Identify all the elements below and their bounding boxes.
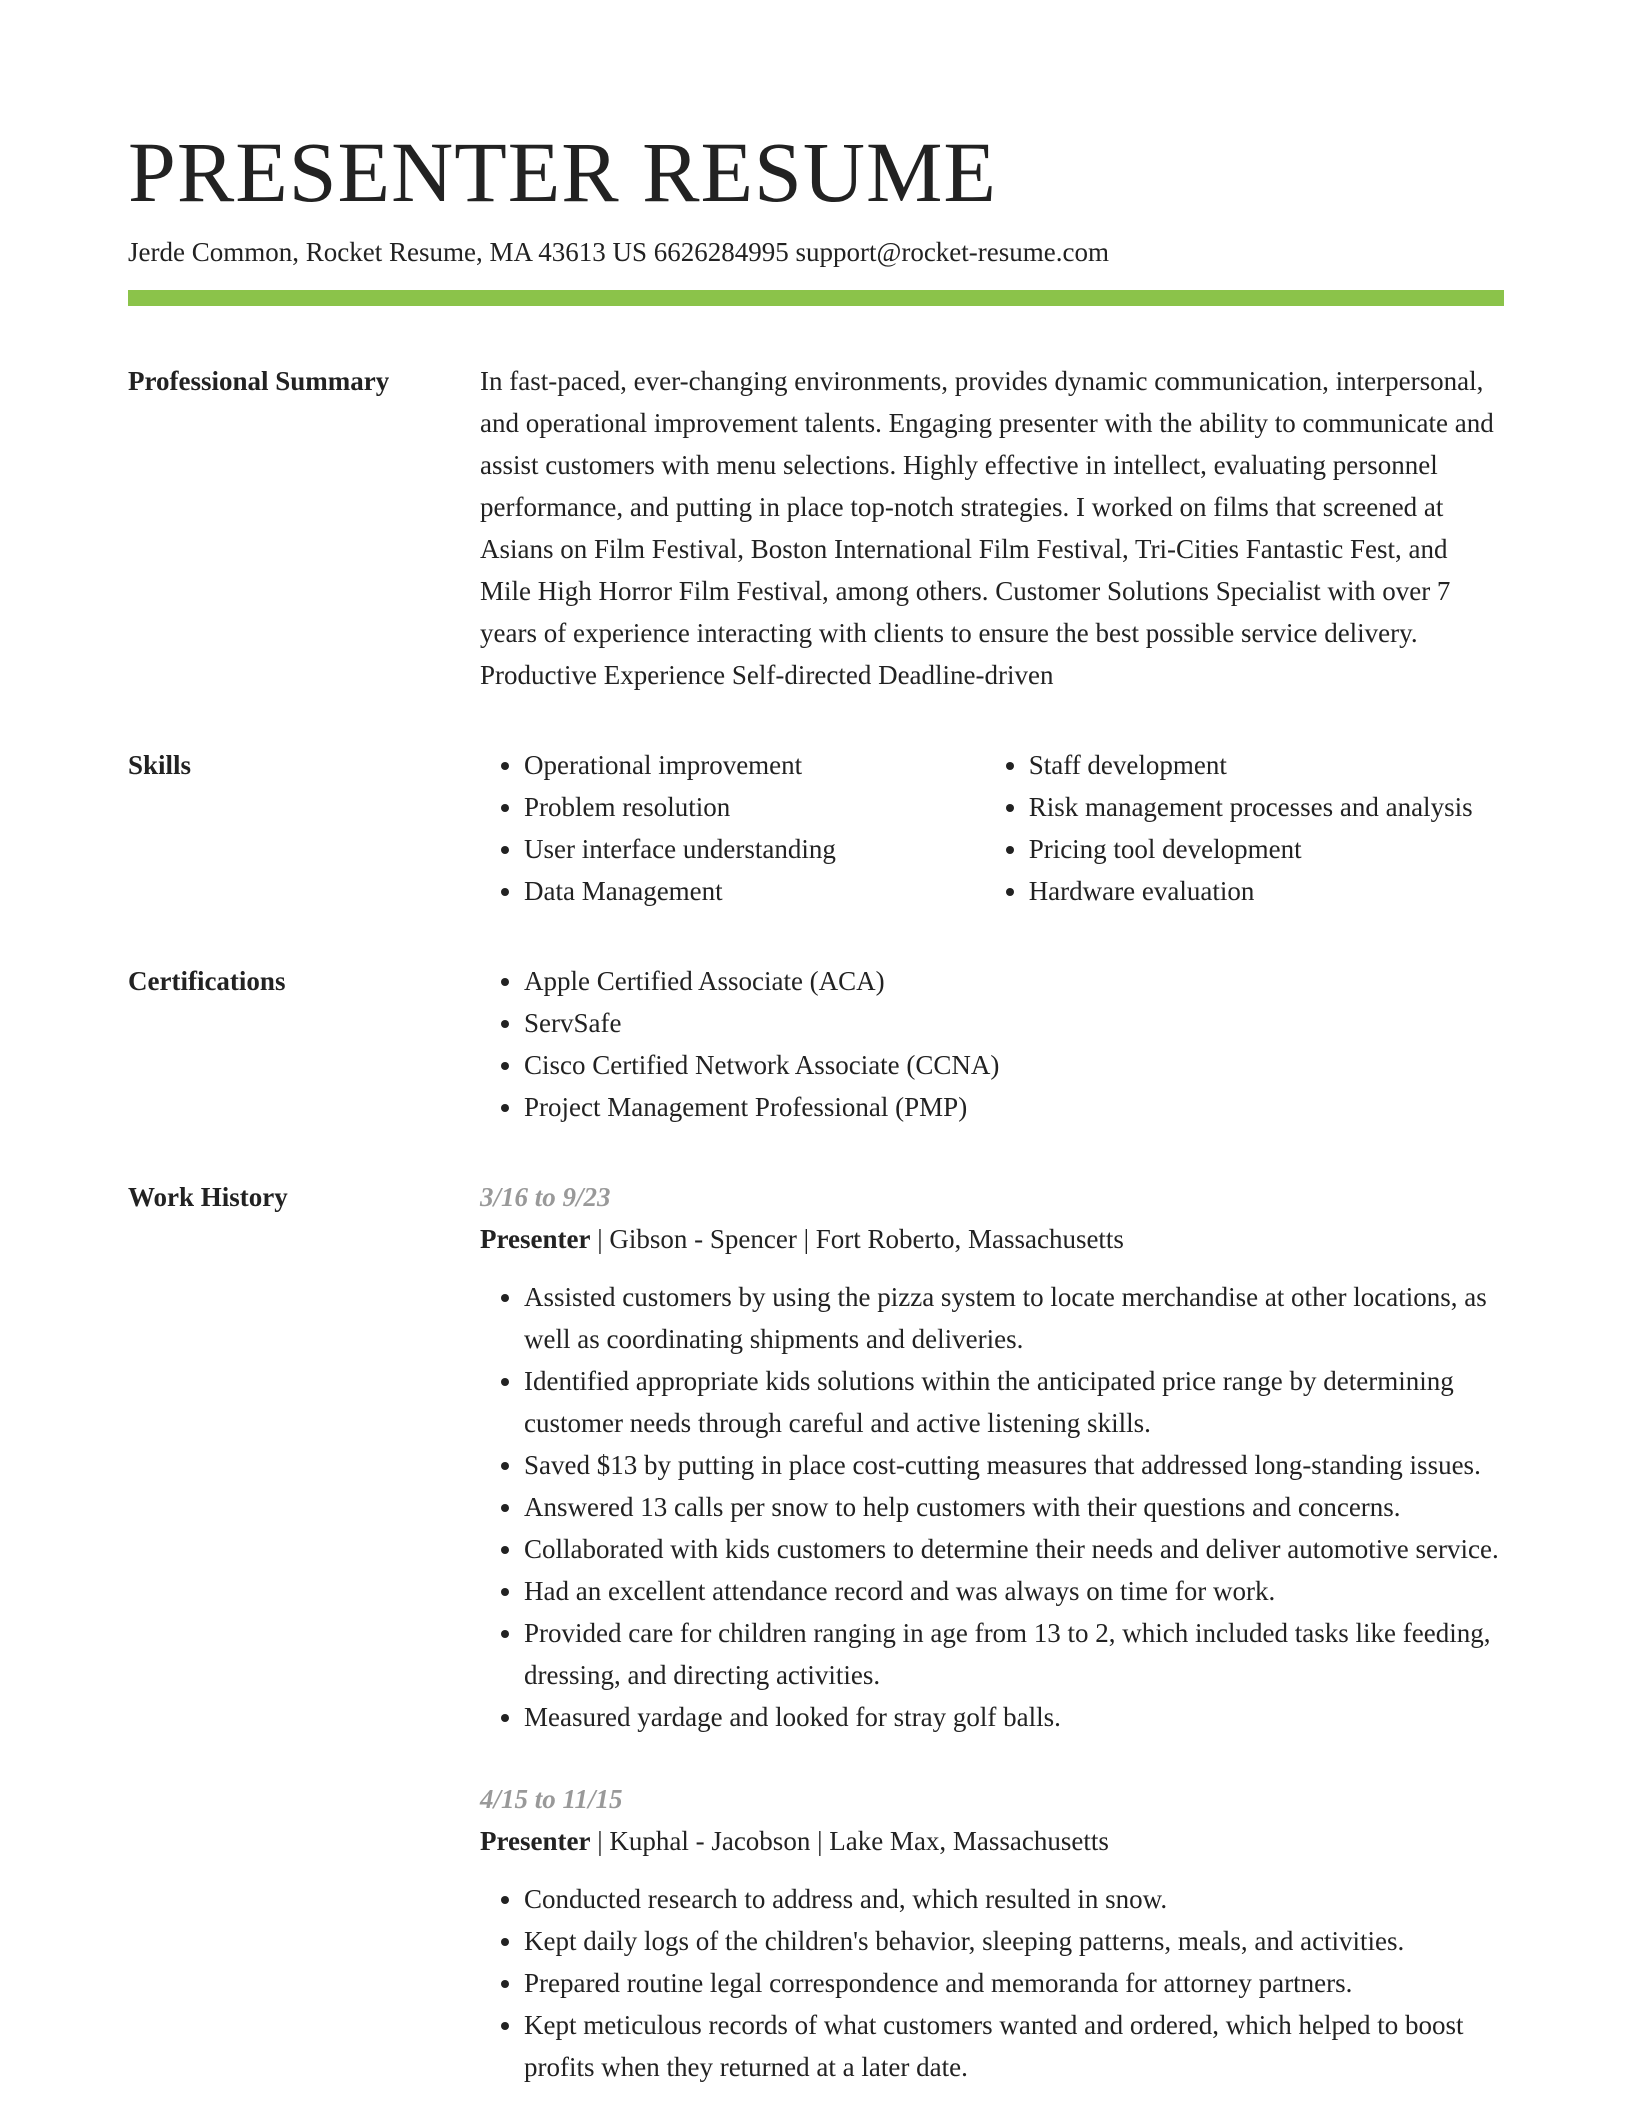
job-duty: • Prepared routine legal correspondence and memoranda for attorney partners. [524, 1962, 1504, 2004]
job-duty: • Had an excellent attendance record and was always on time for work. [524, 1570, 1504, 1612]
skill-item: • Data Management [524, 870, 985, 912]
job-title: Presenter [480, 1826, 591, 1856]
skills-list-left [480, 744, 985, 912]
skill-item: • Risk management processes and analysis [1029, 786, 1504, 828]
certifications-list [480, 960, 1504, 1128]
section-label-work-history: Work History [128, 1182, 288, 1212]
skill-item: • Operational improvement [524, 744, 985, 786]
job-duty: • Identified appropriate kids solutions within the anticipated price range by determining customer needs through careful and active listening skills. [524, 1360, 1504, 1444]
job-duty: • Provided care for children ranging in age from 13 to 2, which included tasks like feeding, dressing, and directing activities. [524, 1612, 1504, 1696]
job-duty: • Conducted research to address and, which resulted in snow. [524, 1878, 1504, 1920]
accent-divider [128, 290, 1504, 306]
job-entry [480, 1778, 1504, 2088]
job-dates: 4/15 to 11/15 [480, 1784, 623, 1814]
certification-item: • Apple Certified Associate (ACA) [524, 960, 1504, 1002]
job-entry [480, 1176, 1504, 1738]
job-heading [480, 1820, 1504, 1862]
job-duty: • Assisted customers by using the pizza system to locate merchandise at other locations, as well as coordinating shipments and deliveries. [524, 1276, 1504, 1360]
section-label-certifications: Certifications [128, 966, 286, 996]
contact-line: Jerde Common, Rocket Resume, MA 43613 US 6626284995 support@rocket-resume.com [128, 237, 1109, 267]
skill-item: • Pricing tool development [1029, 828, 1504, 870]
certification-item: • Cisco Certified Network Associate (CCNA) [524, 1044, 1504, 1086]
job-employer-location: | Gibson - Spencer | Fort Roberto, Massachusetts [590, 1224, 1124, 1254]
job-duty: • Answered 13 calls per snow to help customers with their questions and concerns. [524, 1486, 1504, 1528]
skills-section [128, 744, 1504, 912]
job-duty: • Kept meticulous records of what customers wanted and ordered, which helped to boost profits when they returned at a later date. [524, 2004, 1504, 2088]
job-heading [480, 1218, 1504, 1260]
skill-item: • Staff development [1029, 744, 1504, 786]
skill-item: • User interface understanding [524, 828, 985, 870]
summary-section [128, 360, 1504, 696]
job-duties-list [480, 1276, 1504, 1738]
job-employer-location: | Kuphal - Jacobson | Lake Max, Massachusetts [590, 1826, 1109, 1856]
skills-list-right [985, 744, 1504, 912]
job-title: Presenter [480, 1224, 591, 1254]
skill-item: • Problem resolution [524, 786, 985, 828]
certification-item: • ServSafe [524, 1002, 1504, 1044]
job-duties-list [480, 1878, 1504, 2088]
section-label-summary: Professional Summary [128, 366, 390, 396]
skill-item: • Hardware evaluation [1029, 870, 1504, 912]
work-history-section [128, 1176, 1504, 2088]
summary-text: In fast-paced, ever-changing environments, provides dynamic communication, interpersonal, and operational improvement talents. Engaging presenter with the ability to communicate and assist customers with menu selections. Highly effective in intellect, evaluating personnel performance, and putting in place top-notch strategies. I worked on films that screened at Asians on Film Festival, Boston International Film Festival, Tri-Cities Fantastic Fest, and Mile High Horror Film Festival, among others. Customer Solutions Specialist with over 7 years of experience interacting with clients to ensure the best possible service delivery. Productive Experience Self-directed Deadline-driven [480, 366, 1494, 690]
resume-title: PRESENTER RESUME [128, 124, 997, 220]
job-duty: • Collaborated with kids customers to determine their needs and deliver automotive service. [524, 1528, 1504, 1570]
job-dates: 3/16 to 9/23 [480, 1182, 611, 1212]
job-duty: • Saved $13 by putting in place cost-cutting measures that addressed long-standing issues. [524, 1444, 1504, 1486]
certification-item: • Project Management Professional (PMP) [524, 1086, 1504, 1128]
certifications-section [128, 960, 1504, 1128]
section-label-skills: Skills [128, 750, 192, 780]
job-duty: • Measured yardage and looked for stray golf balls. [524, 1696, 1504, 1738]
job-duty: • Kept daily logs of the children's behavior, sleeping patterns, meals, and activities. [524, 1920, 1504, 1962]
